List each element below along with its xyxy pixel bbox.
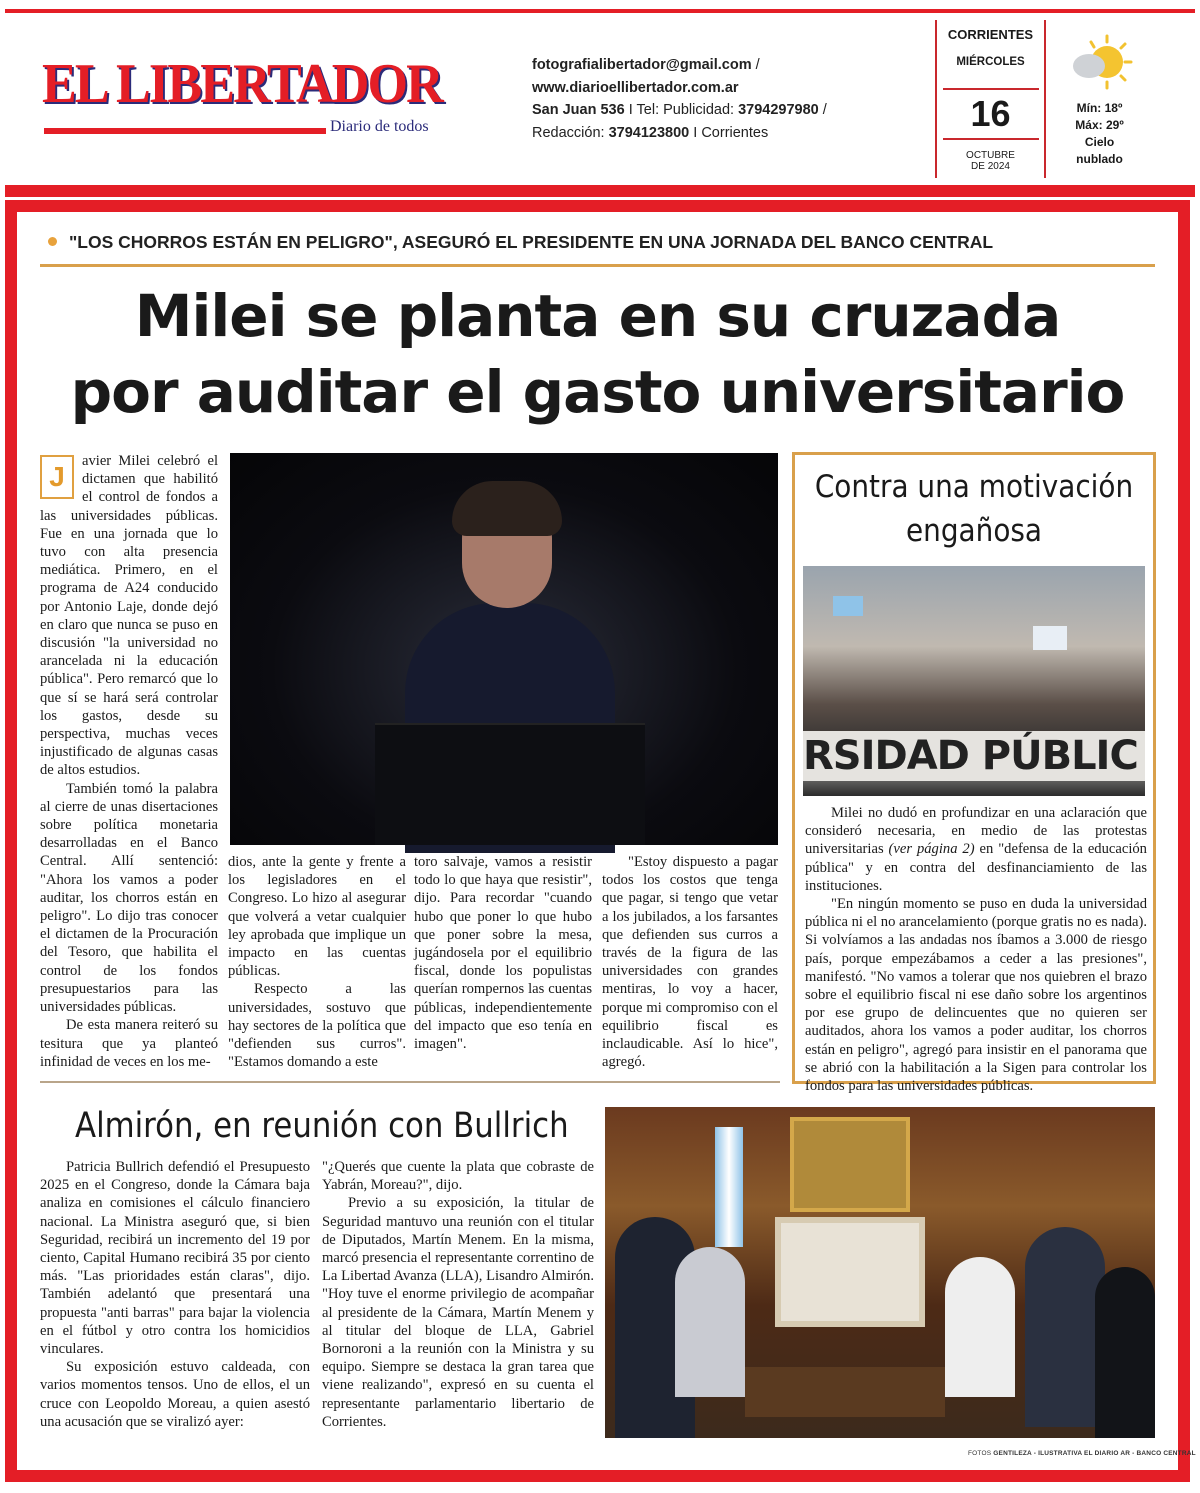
weather-max: Máx: 29º: [1075, 118, 1124, 132]
headline-line: por auditar el gasto universitario: [70, 358, 1125, 426]
masthead-band: [5, 185, 1195, 197]
protest-banner: RSIDAD PÚBLIC: [803, 731, 1145, 781]
bullet-icon: [48, 237, 57, 246]
contact-email[interactable]: fotografialibertador@gmail.com: [532, 57, 752, 73]
kicker-text: "LOS CHORROS ESTÁN EN PELIGRO", ASEGURÓ EL PRESIDENTE EN UNA JORNADA DEL BANCO CENTRAL: [69, 232, 994, 252]
date-city: CORRIENTES: [947, 27, 1034, 42]
paragraph: dios, ante la gente y frente a los legisladores en el Congreso. Lo hizo al asegurar que volverá a vetar cualquier ley aprobada que implique un impacto en las cuentas públicas.: [228, 854, 406, 980]
date-day: 16: [970, 93, 1011, 134]
fireplace: [775, 1217, 925, 1327]
mirror: [790, 1117, 910, 1212]
paragraph: avier Milei celebró el dictamen que habilitó el control de fondos a las universidades públicas. Fue en una jornada que lo tuvo con alta presencia mediática. Primero, en el programa de A24 conducido por Antonio Laje, donde dejó en claro que nunca se puso en discusión "la universidad no arancelada ni la educación pública". Pero remarcó que lo que sí se hará será controlar los gastos, desde su perspectiva, muchas veces injustificado de algunas casas de altos estudios.: [40, 453, 218, 779]
contact-web[interactable]: www.diarioellibertador.com.ar: [532, 79, 739, 96]
person: [1095, 1267, 1155, 1438]
person: [1025, 1227, 1105, 1427]
second-col-2: [322, 1158, 594, 1442]
tel-publicidad: 3794297980: [738, 102, 819, 118]
section-rule: [40, 1081, 780, 1083]
partly-cloudy-icon: [1065, 32, 1135, 92]
contact-info: [532, 54, 827, 144]
date-month: OCTUBRE: [966, 150, 1015, 161]
weather: [1048, 30, 1151, 168]
headline-line: Milei se planta en su cruzada: [134, 282, 1061, 350]
contact-address: San Juan 536: [532, 102, 625, 118]
sidebar-title-line: Contra una motivación: [814, 469, 1134, 505]
flag: [715, 1127, 743, 1247]
paragraph: "En ningún momento se puso en duda la universidad pública ni el no arancelamiento (porque gratis no es nada). Si volvíamos a las andadas nos íbamos a 3.000 de riesgo país, porque empezábamos a ceder a las presiones", manifestó. "No vamos a tolerar que nos quiebren el brazo sobre el equilibrio fiscal ni ese daño sobre los argentinos por ese grupo de delincuentes que no quieren ser auditados, ahora los vamos a poder auditar, los chorros están en peligro", agregó para insistir en el panorama que se abrió con la habilitación a la Sigen para controlar los fondos para las universidades públicas.: [805, 896, 1148, 1095]
sep: /: [755, 57, 760, 73]
sidebar-title-line: engañosa: [905, 513, 1043, 549]
date-rule: [943, 88, 1039, 90]
flag: [833, 596, 863, 616]
date-year: DE 2024: [971, 161, 1010, 172]
paragraph: De esta manera reiteró su tesitura que ya planteó infinidad de veces en los me-: [40, 1017, 218, 1070]
logo-bar: [44, 128, 326, 134]
kicker-rule: [40, 264, 1155, 267]
second-col-1: [40, 1158, 310, 1442]
date-weekday: MIÉRCOLES: [956, 56, 1025, 68]
milei-photo[interactable]: [230, 453, 778, 845]
page-reference[interactable]: (ver página 2): [888, 841, 975, 858]
logo-title: EL LIBERTADOR: [42, 53, 442, 115]
top-rule: [5, 9, 1195, 13]
sep: I: [693, 124, 698, 141]
paragraph: Patricia Bullrich defendió el Presupuesto 2025 en el Congreso, donde la Cámara baja analiza en comisiones el cálculo financiero nacional. La Ministra aseguró que, si bien Seguridad, recibirá un incremento del 19 por ciento, Capital Humano recibirá 35 por ciento más. "Las prioridades están claras", dijo. También adelantó que presentará una propuesta "anti barras" para bajar la violencia en el fútbol y otro contra los homicidios vinculares.: [40, 1159, 310, 1358]
paragraph: Milei no dudó en profundizar en una aclaración que consideró necesaria, en medio de las protestas universitarias: [805, 805, 1147, 858]
sep: I: [628, 102, 633, 118]
redaccion-label: Redacción:: [532, 124, 605, 141]
weather-condition: Cielo: [1084, 135, 1115, 149]
logo-subtitle: Diario de todos: [330, 118, 429, 135]
date-box: [935, 20, 1046, 178]
meeting-photo[interactable]: [605, 1107, 1155, 1438]
weather-min: Mín: 18º: [1076, 101, 1123, 115]
protest-photo[interactable]: [803, 566, 1145, 796]
main-headline[interactable]: [30, 278, 1165, 430]
masthead-logo[interactable]: [42, 52, 452, 142]
paragraph: toro salvaje, vamos a resistir todo lo que haya que resistir", dijo. Para recordar "cuando hubo que poner lo que hubo que poner sobre la mesa, jugándosela por el equilibrio fiscal, donde los populistas querían rompernos las cuentas públicas, independientemente del impacto que eso tenía en imagen".: [414, 854, 592, 1053]
tel-redaccion: 3794123800: [608, 124, 690, 141]
paragraph: Respecto a las universidades, sostuvo que hay sectores de la política que "defienden sus curros". "Estamos domando a este: [228, 981, 406, 1071]
sep: /: [822, 102, 827, 118]
paragraph: en "defensa de la educación pública" y en contra del desfinanciamiento de las instituciones.: [805, 841, 1147, 894]
credit-text: GENTILEZA - ILUSTRATIVA EL DIARIO AR - BANCO CENTRAL: [993, 1450, 1196, 1457]
sidebar-text: [805, 804, 1148, 1095]
second-headline[interactable]: Almirón, en reunión con Bullrich: [75, 1106, 569, 1146]
paragraph: Previo a su exposición, la titular de Seguridad mantuvo una reunión con el titular de Diputados, Martín Menem. En la misma, marcó presencia el representante correntino de La Libertad Avanza (LLA), Lisandro Almirón. "Hoy tuve el enorme privilegio de acompañar al presidente de la Cámara, Martín Menem y al titular del bloque de LLA, Gabriel Bornoroni a la reunión con la Ministra y su equipo. Siempre se destaca la gran tarea que viene realizando", expresó en su cuenta el representante parlamentario libertario de Corrientes.: [322, 1195, 594, 1430]
date-rule: [943, 138, 1039, 140]
main-col-2: [228, 853, 406, 1077]
main-col-3: [414, 853, 592, 1077]
paragraph: "Estoy dispuesto a pagar todos los costos que tenga que pagar, si tengo que vetar a los jubilados, a los farsantes que defienden sus curros a través de la figura de las universidades con grandes mentiras, lo voy a hacer, porque mi compromiso con el equilibrio fiscal es inclaudicable. Así lo hice", agregó.: [602, 854, 778, 1071]
contact-city: Corrientes: [701, 124, 769, 141]
person: [945, 1257, 1015, 1397]
flag: [1033, 626, 1067, 650]
sidebar-title[interactable]: [813, 465, 1135, 553]
table: [745, 1367, 945, 1417]
lectern: [375, 723, 645, 845]
main-col-1: [40, 452, 218, 1078]
speaker-hair: [452, 481, 562, 536]
paragraph: También tomó la palabra al cierre de unas disertaciones sobre política monetaria desarrolladas en el Banco Central. Allí sentenció: "Ahora los vamos a poder auditar, los chorros están en peligro". Lo dijo tras conocer el dictamen de la Procuración del Tesoro, que habilita el control de los fondos presupuestarios para las universidades públicas.: [40, 780, 218, 1016]
kicker: [48, 232, 993, 253]
paragraph: "¿Querés que cuente la plata que cobraste de Yabrán, Moreau?", dijo.: [322, 1159, 594, 1194]
credit-label: FOTOS: [968, 1450, 992, 1457]
main-col-4: [602, 853, 778, 1077]
weather-condition: nublado: [1076, 152, 1123, 166]
photo-credit: [968, 1450, 1196, 1457]
drop-cap: J: [40, 455, 74, 499]
person: [675, 1247, 745, 1397]
paragraph: Su exposición estuvo caldeada, con varios momentos tensos. Uno de ellos, el un cruce con Leopoldo Moreau, a quien asestó una acusación que se viralizó ayer:: [40, 1359, 310, 1430]
tel-label: Tel: Publicidad:: [636, 102, 735, 118]
